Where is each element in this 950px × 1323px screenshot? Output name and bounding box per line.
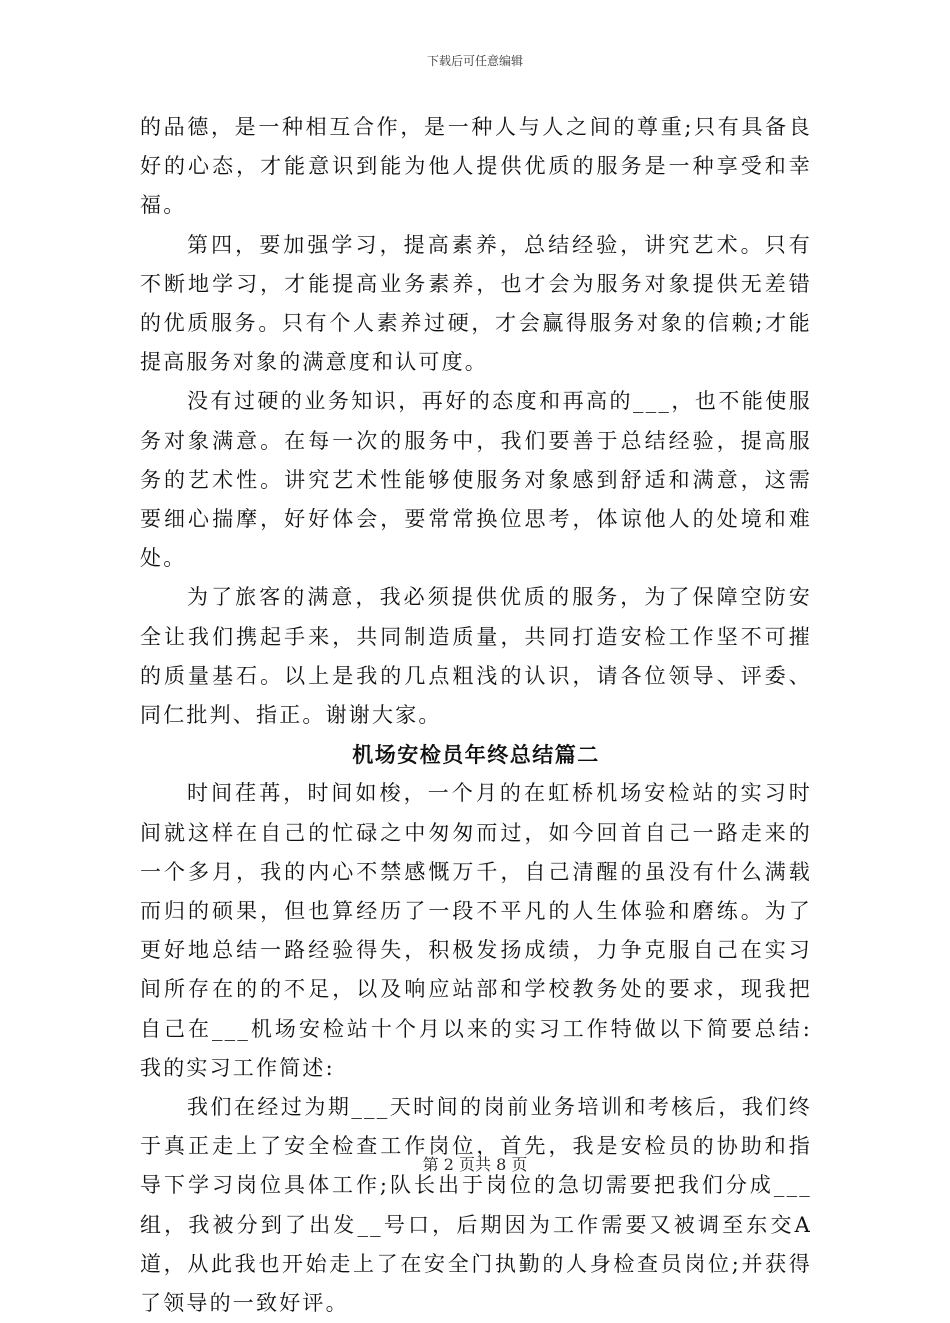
paragraph-4: 为了旅客的满意，我必须提供优质的服务，为了保障空防安全让我们携起手来，共同制造质量，共同打造安检工作坚不可摧的质量基石。以上是我的几点粗浅的认识，请各位领导、评委、同仁批判、指正。谢谢大家。 — [140, 585, 812, 728]
document-body — [140, 108, 812, 1323]
paragraph-3: 没有过硬的业务知识，再好的态度和再高的___，也不能使服务对象满意。在每一次的服务中，我们要善于总结经验，提高服务的艺术性。讲究艺术性能够使服务对象感到舒适和满意，这需要细心揣摩，好好体会，要常常换位思考，体谅他人的处境和难处。 — [140, 389, 812, 571]
paragraph-2: 第四，要加强学习，提高素养，总结经验，讲究艺术。只有不断地学习，才能提高业务素养，也才会为服务对象提供无差错的优质服务。只有个人素养过硬，才会赢得服务对象的信赖;才能提高服务对象的满意度和认可度。 — [140, 232, 812, 375]
section-title: 机场安检员年终总结篇二 — [352, 742, 600, 768]
paragraph-1: 的品德，是一种相互合作，是一种人与人之间的尊重;只有具备良好的心态，才能意识到能为他人提供优质的服务是一种享受和幸福。 — [140, 115, 812, 218]
page-header: 下载后可任意编辑 — [426, 54, 523, 68]
paragraph-5: 时间荏苒，时间如梭，一个月的在虹桥机场安检站的实习时间就这样在自己的忙碌之中匆匆而过，如今回首自己一路走来的一个多月，我的内心不禁感慨万千，自己清醒的虽没有什么满载而归的硕果，但也算经历了一段不平凡的人生体验和磨练。为了更好地总结一路经验得失，积极发扬成绩，力争克服自己在实习间所存在的的不足，以及响应站部和学校教务处的要求，现我把自己在___机场安检站十个月以来的实习工作特做以下简要总结:我的实习工作简述: — [140, 781, 812, 1080]
paragraph-6: 我们在经过为期___天时间的岗前业务培训和考核后，我们终于真正走上了安全检查工作岗位，首先，我是安检员的协助和指导下学习岗位具体工作;队长出于岗位的急切需要把我们分成___组，我被分到了出发__号口，后期因为工作需要又被调至东交A道，从此我也开始走上了在安全门执勤的人身检查员岗位;并获得了领导的一致好评。 — [140, 1095, 812, 1316]
page-footer: 第 2 页共 8 页 — [422, 1155, 528, 1174]
